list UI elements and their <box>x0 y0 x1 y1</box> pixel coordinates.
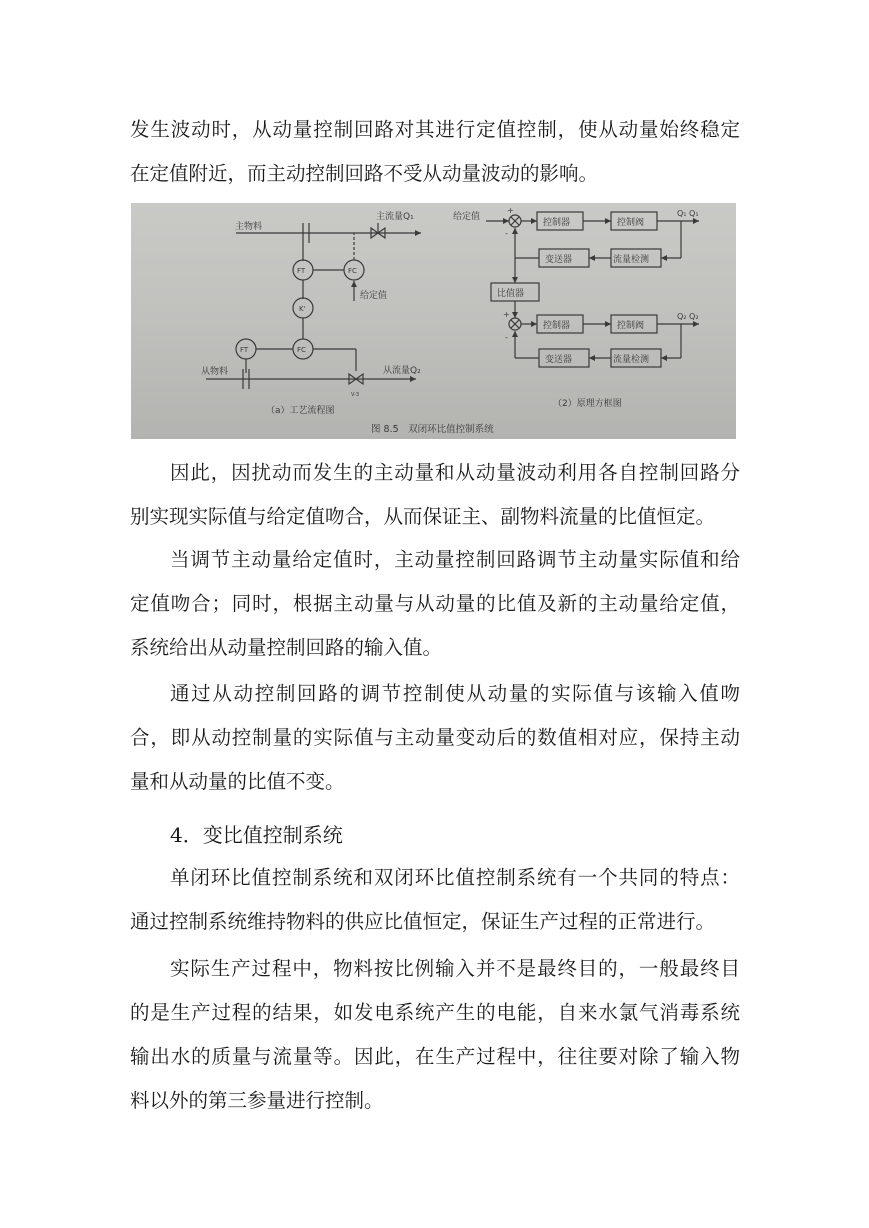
paragraph-2 <box>130 451 740 539</box>
text-line: 定值吻合；同时，根据主动量与从动量的比值及新的主动量给定值， <box>130 592 740 615</box>
paragraph-5 <box>130 856 740 944</box>
figure-diagram <box>131 203 736 439</box>
paragraph-3 <box>130 538 740 670</box>
block-transmitter-top: 变送器 <box>545 255 573 265</box>
label-valve-tag: V-3 <box>351 392 360 398</box>
label-ft-top: FT <box>297 267 306 275</box>
label-sub-flow: 从流量Q₂ <box>383 366 421 376</box>
block-ratio-unit: 比值器 <box>497 289 525 299</box>
label-fc-top: FC <box>348 267 357 275</box>
text-line: 单闭环比值控制系统和双闭环比值控制系统有一个共同的特点： <box>170 866 740 889</box>
sign-minus-bottom: - <box>505 333 508 342</box>
label-ratio-k: K' <box>299 305 306 313</box>
text-line: 在定值附近，而主动控制回路不受从动量波动的影响。 <box>130 162 599 185</box>
paragraph-1 <box>130 108 740 196</box>
figure-double-loop-ratio-control <box>131 203 736 439</box>
text-line: 因此，因扰动而发生的主动量和从动量波动利用各自控制回路分 <box>170 461 740 484</box>
figure-caption: 图 8.5 双闭环比值控制系统 <box>371 424 494 435</box>
right-subcaption: （2）原理方框图 <box>553 399 622 409</box>
block-flow-detect-top: 流量检测 <box>613 255 650 265</box>
label-output-bottom: Q₂ Q₂ <box>677 312 699 321</box>
block-controller-top: 控制器 <box>543 218 571 228</box>
block-transmitter-bottom: 变送器 <box>545 355 573 365</box>
left-subcaption: （a）工艺流程图 <box>266 406 335 416</box>
label-setpoint-left: 给定值 <box>360 291 388 301</box>
section-heading: 4．变比值控制系统 <box>170 823 343 847</box>
sign-plus-top: + <box>507 206 514 215</box>
text-line: 系统给出从动量控制回路的输入值。 <box>130 636 443 659</box>
label-sub-material: 从物料 <box>201 367 229 377</box>
label-ft-bottom: FT <box>240 346 249 354</box>
text-line: 量和从动量的比值不变。 <box>130 770 345 793</box>
block-valve-bottom: 控制阀 <box>617 321 645 331</box>
label-fc-bottom: FC <box>297 346 306 354</box>
sign-plus-bottom: + <box>503 310 510 319</box>
text-line: 当调节主动量给定值时，主动量控制回路调节主动量实际值和给 <box>170 548 740 571</box>
text-line: 通过从动控制回路的调节控制使从动量的实际值与该输入值吻 <box>170 682 740 705</box>
label-output-top: Q₁ Q₁ <box>677 209 699 218</box>
paragraph-4 <box>130 672 740 804</box>
block-valve-top: 控制阀 <box>617 218 645 228</box>
paragraph-6 <box>130 947 740 1123</box>
label-main-flow: 主流量Q₁ <box>376 212 414 222</box>
block-controller-bottom: 控制器 <box>543 321 571 331</box>
label-setpoint-right: 给定值 <box>453 212 481 222</box>
block-flow-detect-bottom: 流量检测 <box>613 355 650 365</box>
text-line: 的是生产过程的结果，如发电系统产生的电能，自来水氯气消毒系统 <box>130 1001 740 1024</box>
text-line: 输出水的质量与流量等。因此，在生产过程中，往往要对除了输入物 <box>130 1045 740 1068</box>
sign-minus-top: - <box>505 229 508 238</box>
text-line: 合，即从动控制量的实际值与主动量变动后的数值相对应，保持主动 <box>130 726 740 749</box>
text-line: 实际生产过程中，物料按比例输入并不是最终目的，一般最终目 <box>170 957 740 980</box>
text-line: 通过控制系统维持物料的供应比值恒定，保证生产过程的正常进行。 <box>130 910 716 933</box>
text-line: 发生波动时，从动量控制回路对其进行定值控制，使从动量始终稳定 <box>130 118 740 141</box>
text-line: 别实现实际值与给定值吻合，从而保证主、副物料流量的比值恒定。 <box>130 505 716 528</box>
text-line: 料以外的第三参量进行控制。 <box>130 1089 384 1112</box>
label-main-material: 主物料 <box>235 222 263 232</box>
